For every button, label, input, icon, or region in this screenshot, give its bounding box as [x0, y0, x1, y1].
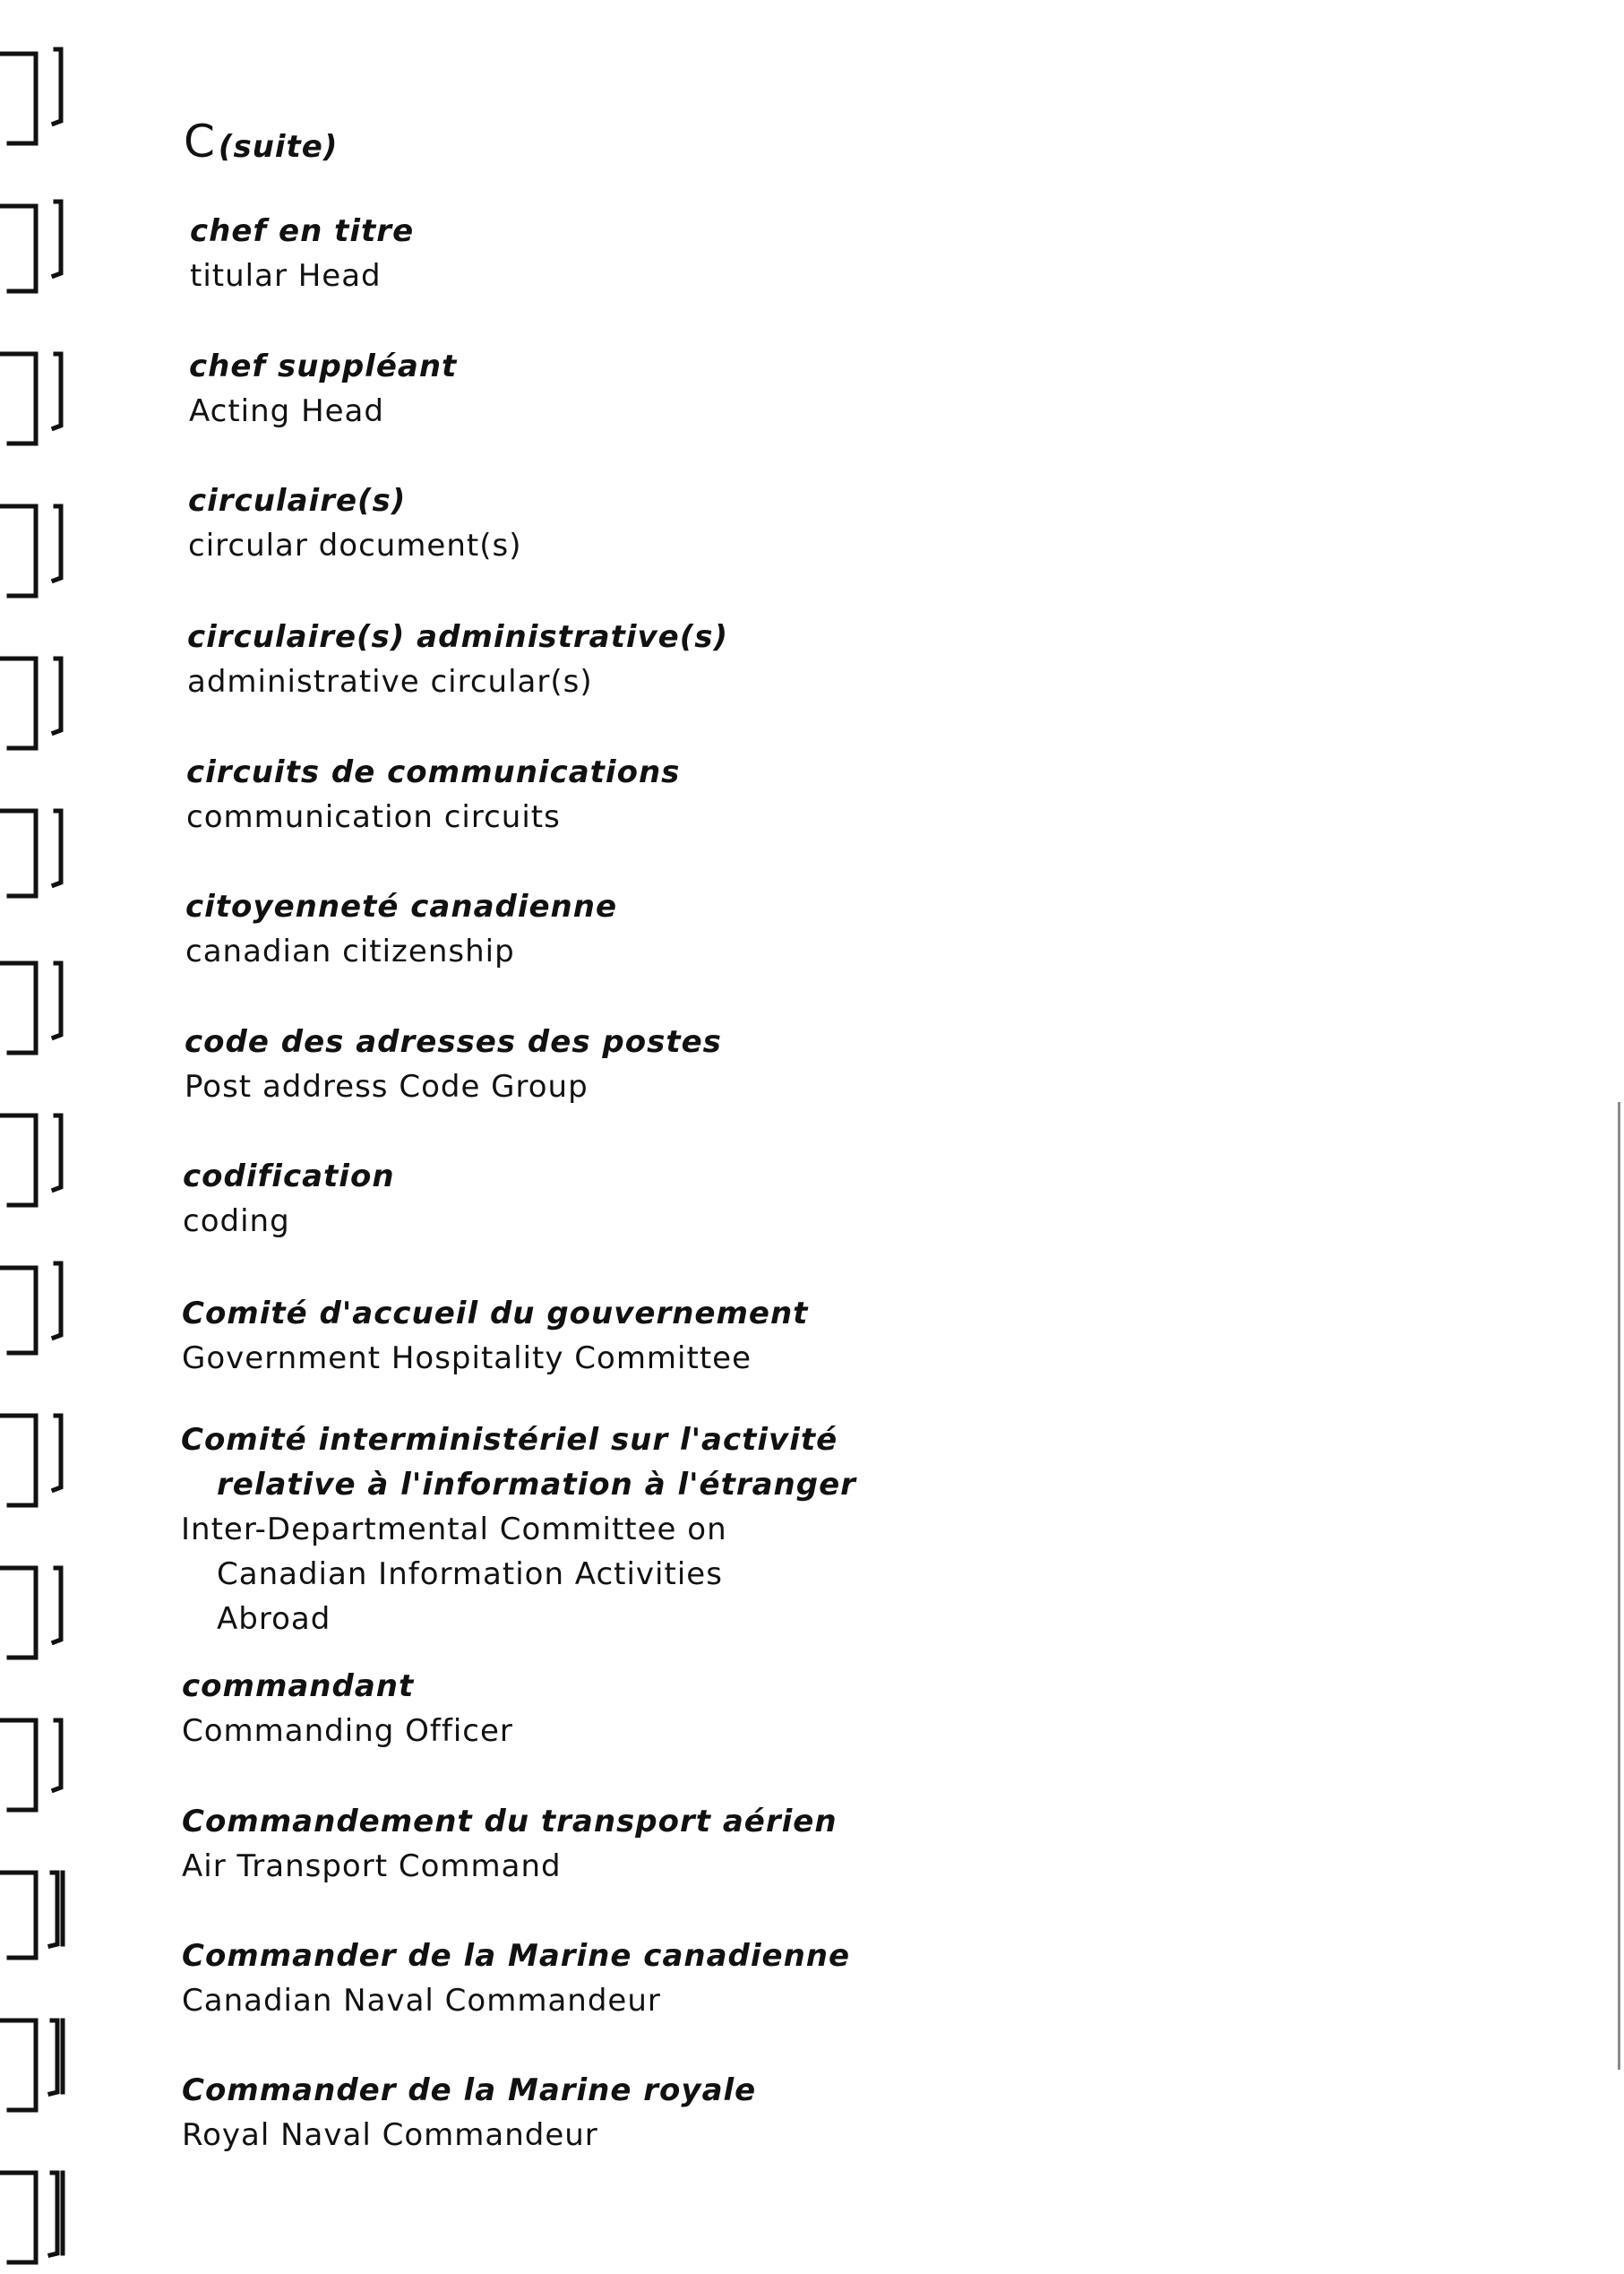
- glossary-entry: [185, 1020, 722, 1109]
- glossary-entry: [186, 750, 680, 840]
- glossary-entry: [183, 1154, 395, 1244]
- french-term-line: relative à l'information à l'étranger: [217, 1467, 856, 1503]
- english-translation: communication circuits: [186, 799, 561, 835]
- english-translation-line: Canadian Information Activities: [217, 1556, 723, 1592]
- spiral-binding: [0, 0, 81, 2274]
- english-translation: titular Head: [190, 258, 382, 294]
- scan-edge-line: [1618, 1102, 1620, 2070]
- glossary-entry: [189, 344, 457, 434]
- english-translation: Canadian Naval Commandeur: [182, 1983, 661, 2019]
- section-suffix: (suite): [218, 129, 339, 165]
- glossary-entry: [190, 209, 414, 298]
- french-term: Commander de la Marine canadienne: [182, 1938, 851, 1974]
- english-translation: Royal Naval Commandeur: [182, 2117, 598, 2153]
- french-term: codification: [183, 1159, 395, 1194]
- section-letter: C: [184, 116, 215, 168]
- english-translation: canadian citizenship: [185, 934, 515, 969]
- glossary-entry: [181, 1417, 856, 1641]
- english-translation: circular document(s): [188, 528, 522, 564]
- french-term: Commandement du transport aérien: [182, 1804, 838, 1839]
- french-term: circulaire(s): [188, 483, 407, 519]
- english-translation: Post address Code Group: [185, 1069, 589, 1105]
- glossary-entry: [188, 478, 521, 568]
- english-translation: Government Hospitality Committee: [182, 1340, 752, 1376]
- french-term: citoyenneté canadienne: [185, 889, 618, 925]
- french-term: chef suppléant: [189, 349, 458, 384]
- section-heading: [184, 115, 338, 174]
- glossary-entry: [185, 884, 617, 974]
- french-term: circuits de communications: [186, 754, 681, 790]
- english-translation: coding: [183, 1203, 290, 1239]
- french-term: Comité d'accueil du gouvernement: [182, 1296, 809, 1331]
- french-term: code des adresses des postes: [185, 1024, 722, 1060]
- glossary-entry: [182, 1799, 838, 1889]
- english-translation: Commanding Officer: [182, 1713, 513, 1749]
- english-translation: Acting Head: [189, 393, 384, 429]
- glossary-entry: [182, 1934, 850, 2023]
- english-translation-line: Inter-Departmental Committee on: [181, 1512, 727, 1547]
- glossary-entry: [182, 1664, 513, 1753]
- english-translation-line: Abroad: [217, 1601, 331, 1637]
- english-translation: administrative circular(s): [187, 664, 593, 700]
- french-term: Commander de la Marine royale: [182, 2072, 757, 2108]
- french-term-line: Comité interministériel sur l'activité: [181, 1422, 838, 1458]
- french-term: chef en titre: [190, 213, 415, 249]
- spiral-binding-graphic: [0, 0, 81, 2274]
- glossary-entry: [187, 615, 728, 704]
- glossary-entry: [182, 1291, 808, 1381]
- french-term: commandant: [182, 1668, 415, 1704]
- french-term: circulaire(s) administrative(s): [187, 619, 729, 655]
- glossary-entry: [182, 2068, 756, 2158]
- english-translation: Air Transport Command: [182, 1848, 562, 1884]
